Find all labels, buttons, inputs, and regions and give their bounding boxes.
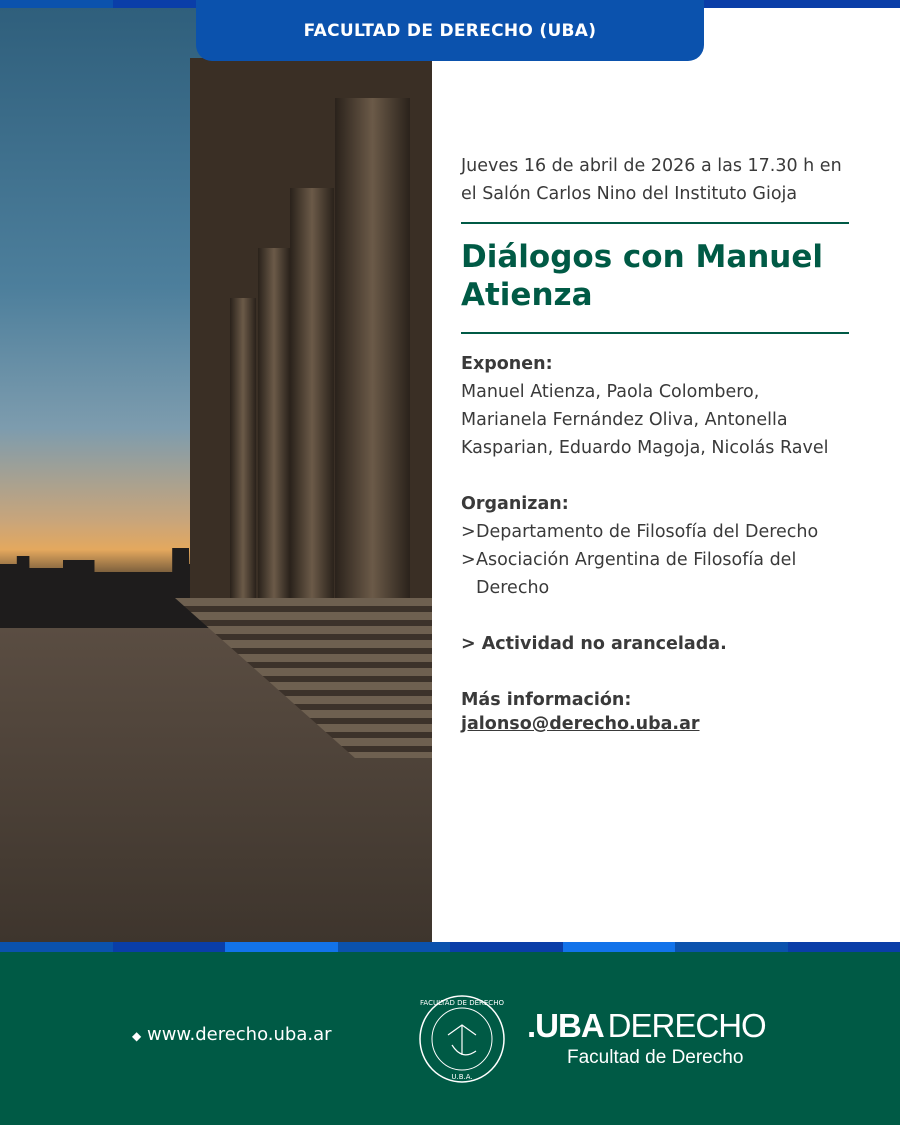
organizers-label: Organizan: (461, 494, 569, 514)
organizer-item: > Asociación Argentina de Filosofía del Derecho (461, 550, 797, 598)
free-activity-note: > Actividad no arancelada. (461, 634, 727, 654)
svg-text:U.B.A.: U.B.A. (451, 1073, 473, 1081)
footer (0, 952, 900, 1125)
event-title: Diálogos con Manuel Atienza (461, 239, 824, 313)
info-label: Más información: (461, 690, 632, 710)
faculty-seal-logo (418, 995, 506, 1083)
website-link[interactable]: www.derecho.uba.ar (146, 1024, 332, 1045)
event-details (461, 152, 849, 734)
speakers-label: Exponen: (461, 354, 553, 374)
organizer-item: > Departamento de Filosofía del Derecho (461, 522, 819, 542)
email-link[interactable]: jalonso@derecho.uba.ar (461, 714, 700, 734)
event-date: Jueves 16 de abril de 2026 a las 17.30 h en el Salón Carlos Nino del Instituto Gioja (461, 156, 842, 204)
uba-derecho-logo: .UBA DERECHO Facultad de Derecho (527, 1007, 766, 1068)
building-photo (0, 8, 432, 942)
header-banner (196, 0, 704, 61)
divider (461, 222, 849, 224)
svg-text:FACULTAD DE DERECHO: FACULTAD DE DERECHO (420, 999, 504, 1007)
speakers-list: Manuel Atienza, Paola Colombero, Marianela Fernández Oliva, Antonella Kasparian, Eduardo Magoja, Nicolás Ravel (461, 382, 829, 458)
bottom-stripe (0, 942, 900, 952)
header-title: FACULTAD DE DERECHO (UBA) (303, 20, 597, 41)
diamond-icon: ◆ (132, 1029, 142, 1043)
